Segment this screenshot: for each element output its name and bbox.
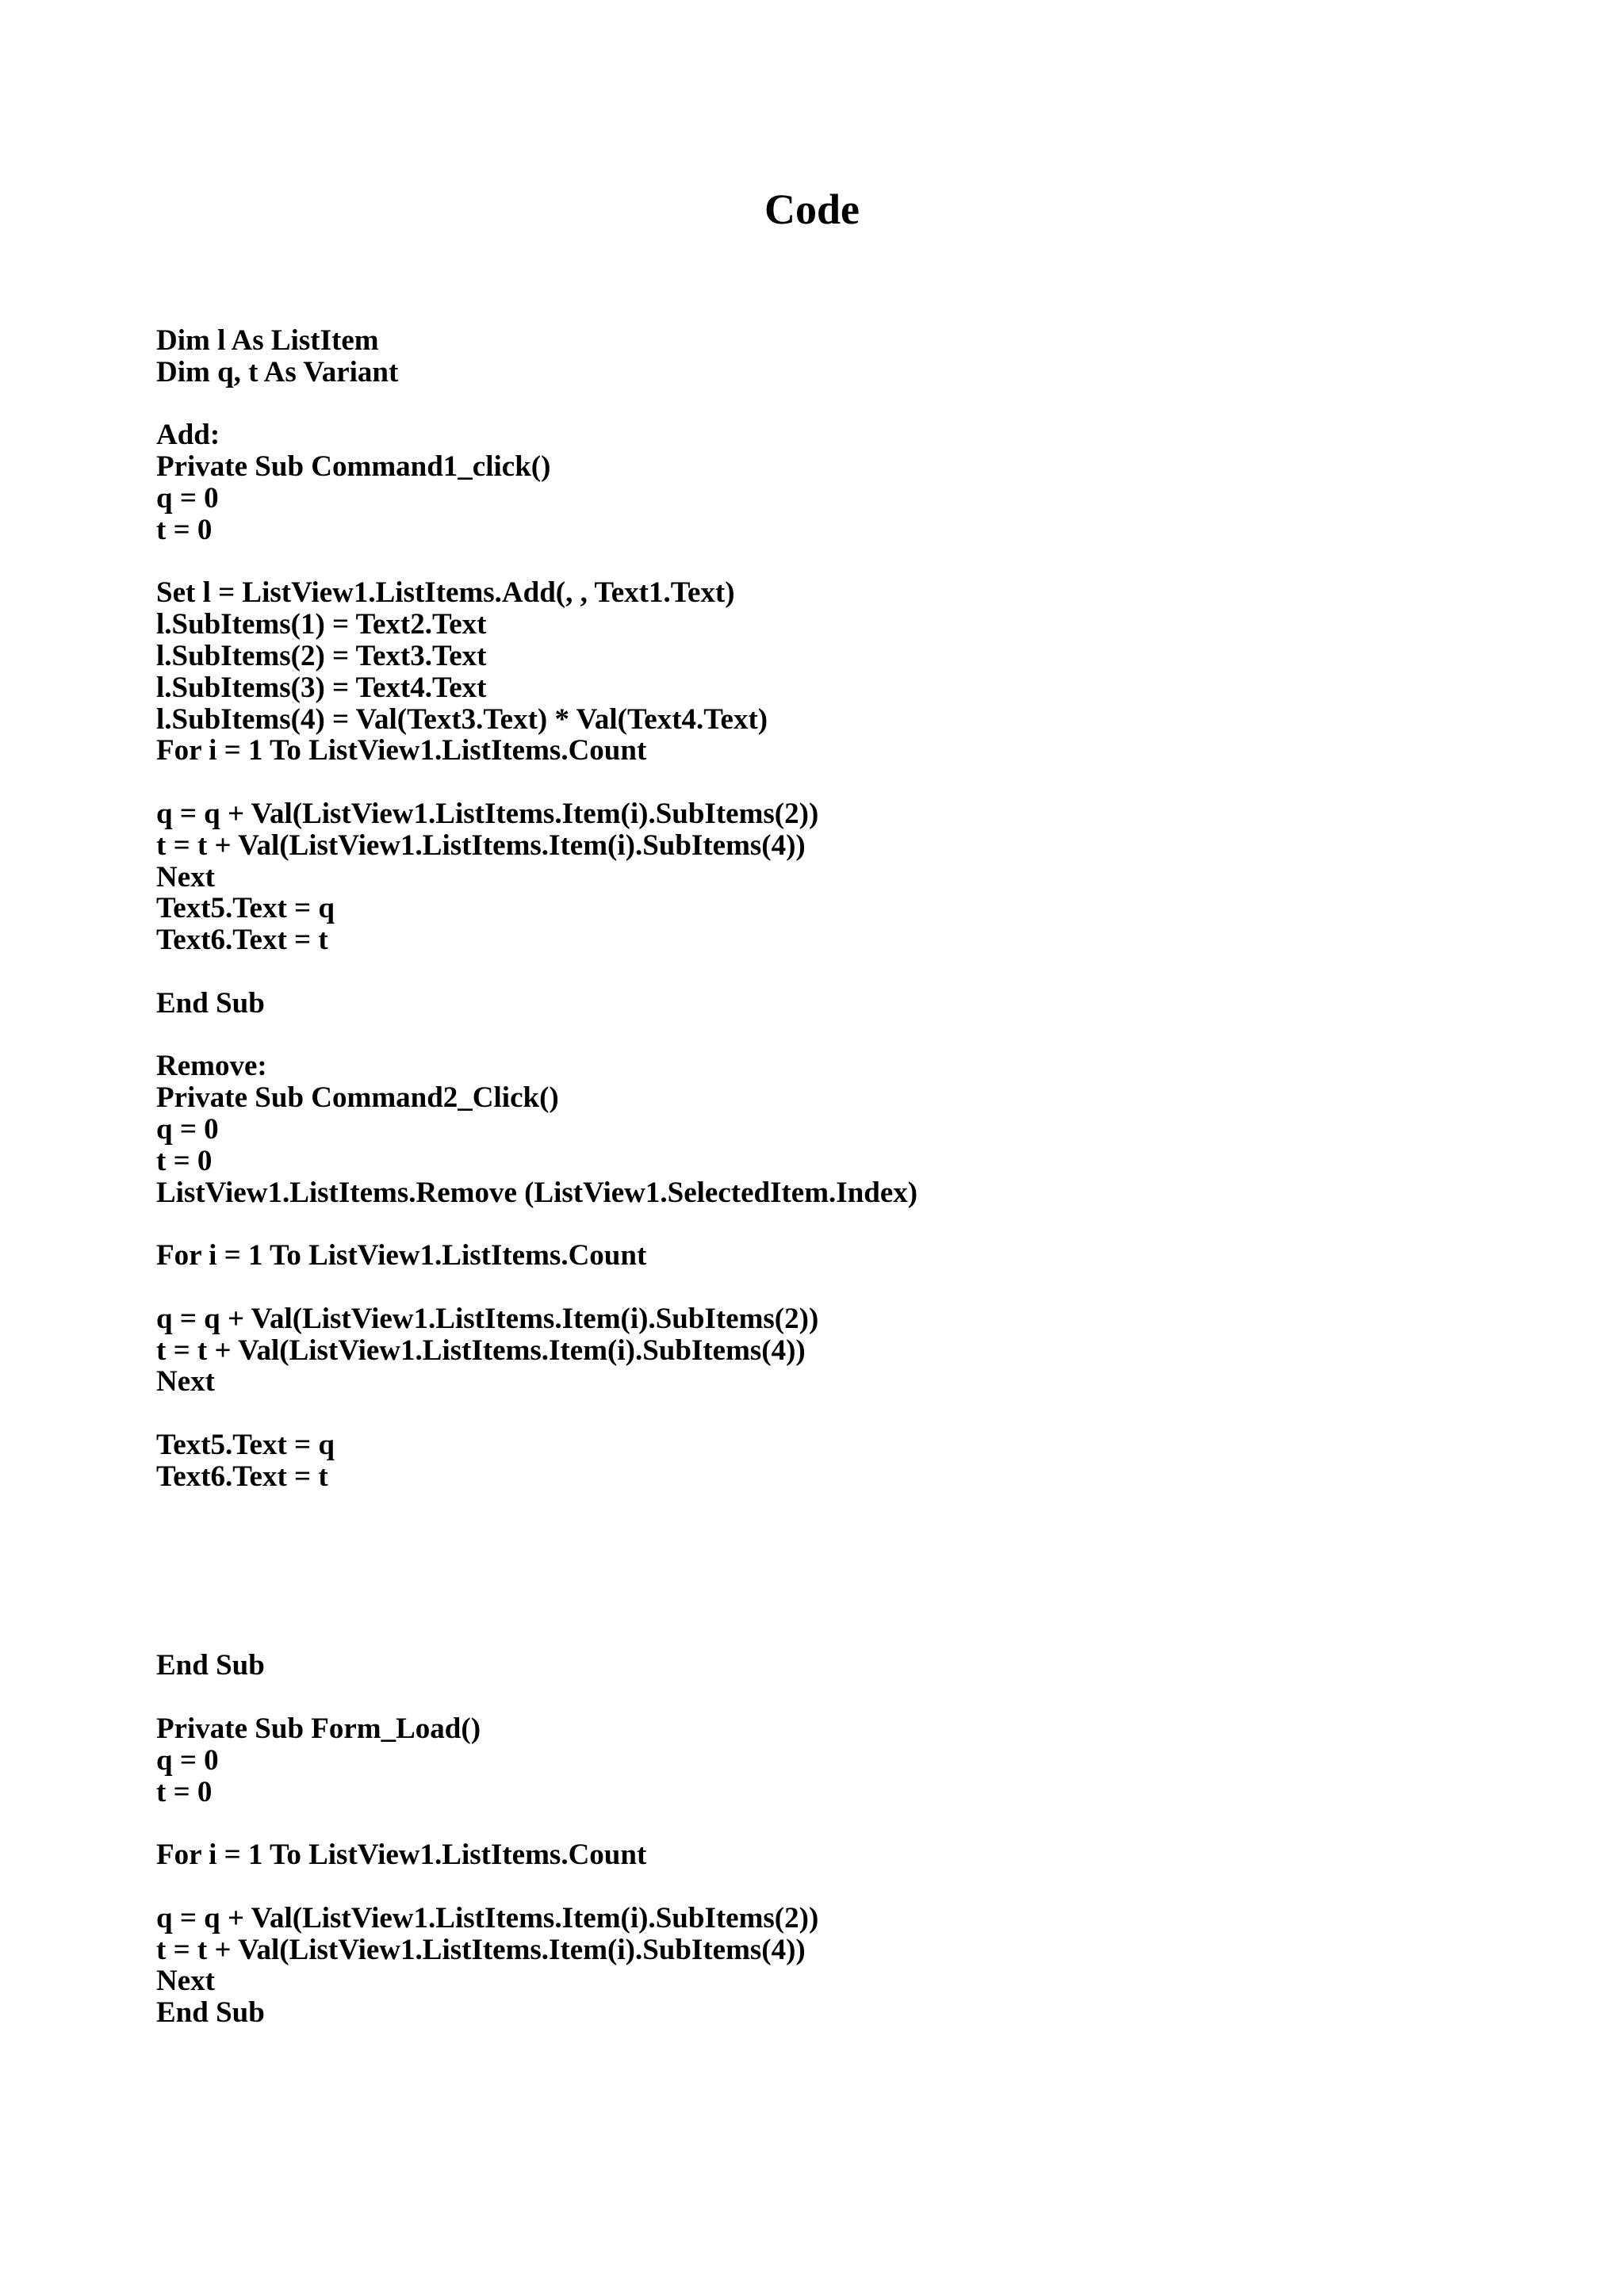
code-line: ListView1.ListItems.Remove (ListView1.SelectedItem.Index) (156, 1176, 918, 1209)
code-listing (156, 325, 1504, 2029)
code-line: End Sub (156, 1649, 265, 1682)
code-line: t = 0 (156, 1775, 213, 1808)
code-line (156, 1272, 1504, 1303)
code-line (156, 1020, 1504, 1051)
code-line (156, 1556, 1504, 1587)
code-line (156, 1492, 1504, 1524)
code-line (156, 767, 1504, 798)
code-line (156, 546, 1504, 578)
code-line (156, 1524, 1504, 1556)
code-line: q = q + Val(ListView1.ListItems.Item(i).SubItems(2)) (156, 1901, 819, 1934)
code-line: l.SubItems(2) = Text3.Text (156, 639, 487, 672)
code-line: t = 0 (156, 513, 213, 546)
code-line: l.SubItems(1) = Text2.Text (156, 608, 487, 641)
code-line: For i = 1 To ListView1.ListItems.Count (156, 734, 647, 767)
code-line: End Sub (156, 986, 265, 1020)
code-line (156, 1871, 1504, 1903)
code-line: l.SubItems(3) = Text4.Text (156, 671, 487, 704)
code-line: Private Sub Command1_click() (156, 450, 551, 484)
code-line: t = 0 (156, 1144, 213, 1177)
code-line: Text5.Text = q (156, 1428, 335, 1461)
code-line: Text6.Text = t (156, 924, 328, 957)
code-line: For i = 1 To ListView1.ListItems.Count (156, 1839, 647, 1872)
code-line: q = q + Val(ListView1.ListItems.Item(i).SubItems(2)) (156, 1302, 819, 1335)
code-line (156, 1682, 1504, 1713)
code-line: Private Sub Form_Load() (156, 1712, 481, 1746)
code-line (156, 1808, 1504, 1839)
page-title: Code (764, 186, 860, 233)
code-line: Dim l As ListItem (156, 324, 379, 357)
code-line: t = t + Val(ListView1.ListItems.Item(i).SubItems(4)) (156, 1933, 806, 1966)
code-line: For i = 1 To ListView1.ListItems.Count (156, 1239, 647, 1272)
code-line (156, 1587, 1504, 1619)
code-line: Next (156, 1965, 215, 1998)
code-line (156, 1208, 1504, 1240)
code-line (156, 956, 1504, 988)
code-line: q = 0 (156, 481, 219, 515)
code-line: Next (156, 860, 215, 894)
code-line: Private Sub Command2_Click() (156, 1081, 559, 1115)
code-line: Text5.Text = q (156, 892, 335, 925)
code-line: t = t + Val(ListView1.ListItems.Item(i).SubItems(4)) (156, 1334, 806, 1367)
code-line: l.SubItems(4) = Val(Text3.Text) * Val(Text4.Text) (156, 702, 768, 736)
code-line: q = 0 (156, 1743, 219, 1777)
code-line: Next (156, 1365, 215, 1399)
code-line: q = 0 (156, 1112, 219, 1146)
code-line: Text6.Text = t (156, 1460, 328, 1493)
code-line: q = q + Val(ListView1.ListItems.Item(i).SubItems(2)) (156, 797, 819, 830)
code-line: Dim q, t As Variant (156, 355, 399, 388)
code-line (156, 1619, 1504, 1651)
code-line: t = t + Val(ListView1.ListItems.Item(i).SubItems(4)) (156, 828, 806, 862)
code-line: Set l = ListView1.ListItems.Add(, , Text1.Text) (156, 576, 735, 610)
code-line (156, 1398, 1504, 1429)
code-line: Add: (156, 419, 220, 452)
code-line: Remove: (156, 1050, 267, 1083)
code-line (156, 388, 1504, 420)
code-line: End Sub (156, 1996, 265, 2030)
